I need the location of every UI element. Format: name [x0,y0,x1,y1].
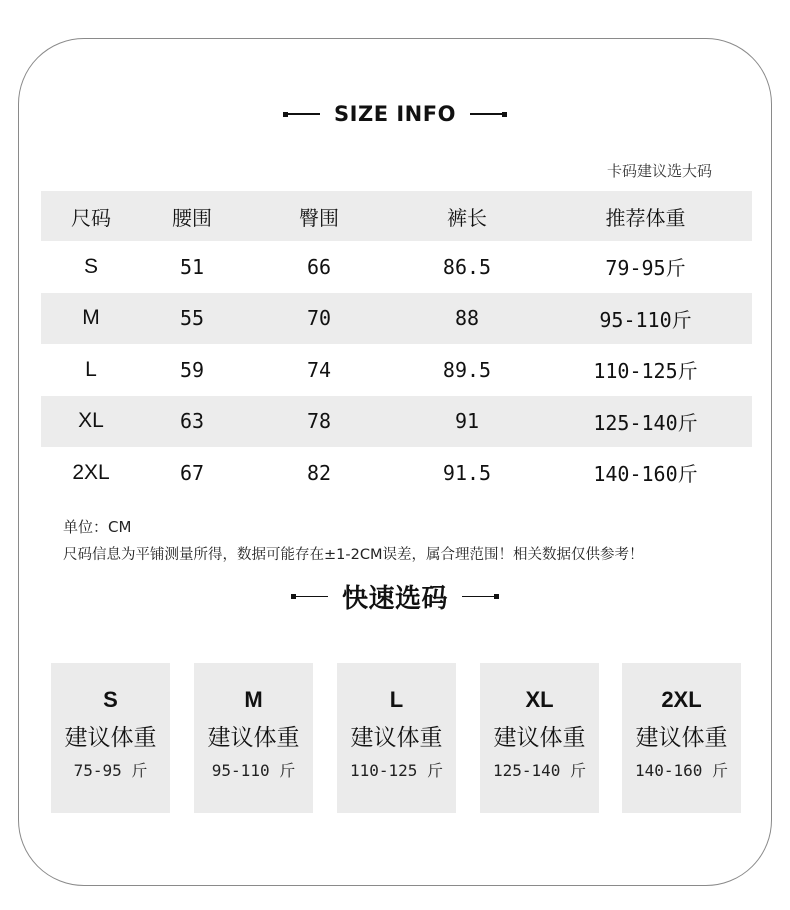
card-label: 建议体重 [635,725,728,751]
weight-value: 125-140斤 [593,410,698,435]
right-decoration [470,112,507,117]
left-decoration [291,594,328,599]
size-card-2xl [622,663,741,813]
card-label: 建议体重 [64,725,157,751]
size-table [41,191,752,499]
card-weight-range: 75-95 斤 [73,761,148,780]
size-value: 2XL [72,460,110,484]
table-row [41,344,752,396]
hip-value: 66 [306,254,332,279]
table-row [41,293,752,345]
table-row [41,241,752,293]
length-value: 89.5 [442,357,492,382]
measurement-disclaimer: 尺码信息为平铺测量所得，数据可能存在±1-2CM误差，属合理范围！相关数据仅供参考！ [63,547,644,563]
length-value: 86.5 [442,254,492,279]
quick-select-heading [0,578,790,615]
header-weight: 推荐体重 [605,205,686,230]
left-decoration [283,112,320,117]
size-value: S [83,254,98,278]
card-size: XL [525,687,554,712]
unit-note: 单位：CM [63,518,132,536]
card-label: 建议体重 [207,725,300,751]
hip-value: 70 [306,306,332,331]
length-value: 91.5 [442,460,492,485]
hip-value: 82 [306,460,332,485]
size-value: L [85,357,97,381]
waist-value: 67 [179,460,205,485]
size-card-xl [480,663,599,813]
right-decoration [462,594,499,599]
size-value: XL [78,409,104,433]
weight-value: 110-125斤 [593,359,698,384]
header-waist: 腰围 [172,205,212,230]
hip-value: 74 [306,357,332,382]
header-length: 裤长 [447,205,487,230]
size-value: M [82,306,100,330]
header-size: 尺码 [71,205,111,230]
weight-value: 140-160斤 [593,462,698,487]
table-header-row [41,191,752,241]
size-info-heading [0,102,790,126]
length-value: 88 [454,306,480,331]
size-info-title: SIZE INFO [334,102,456,126]
size-card-s [51,663,170,813]
card-size: 2XL [661,687,702,712]
waist-value: 59 [179,357,205,382]
hip-value: 78 [306,409,332,434]
table-row [41,447,752,499]
card-weight-range: 125-140 斤 [492,761,587,780]
size-card-l [337,663,456,813]
header-hip: 臀围 [299,205,339,230]
card-size: L [389,687,404,712]
size-advice-note: 卡码建议选大码 [606,162,712,180]
weight-value: 95-110斤 [599,307,692,332]
card-size: S [103,687,118,712]
card-label: 建议体重 [350,725,443,751]
length-value: 91 [454,409,480,434]
weight-value: 79-95斤 [605,256,686,281]
card-weight-range: 95-110 斤 [211,761,296,780]
card-weight-range: 110-125 斤 [349,761,444,780]
size-card-m [194,663,313,813]
waist-value: 51 [179,254,205,279]
quick-size-cards [51,663,741,813]
table-row [41,396,752,448]
card-size: M [244,687,263,712]
card-weight-range: 140-160 斤 [634,761,729,780]
waist-value: 55 [179,306,205,331]
card-label: 建议体重 [493,725,586,751]
waist-value: 63 [179,409,205,434]
quick-select-title: 快速选码 [341,584,448,614]
